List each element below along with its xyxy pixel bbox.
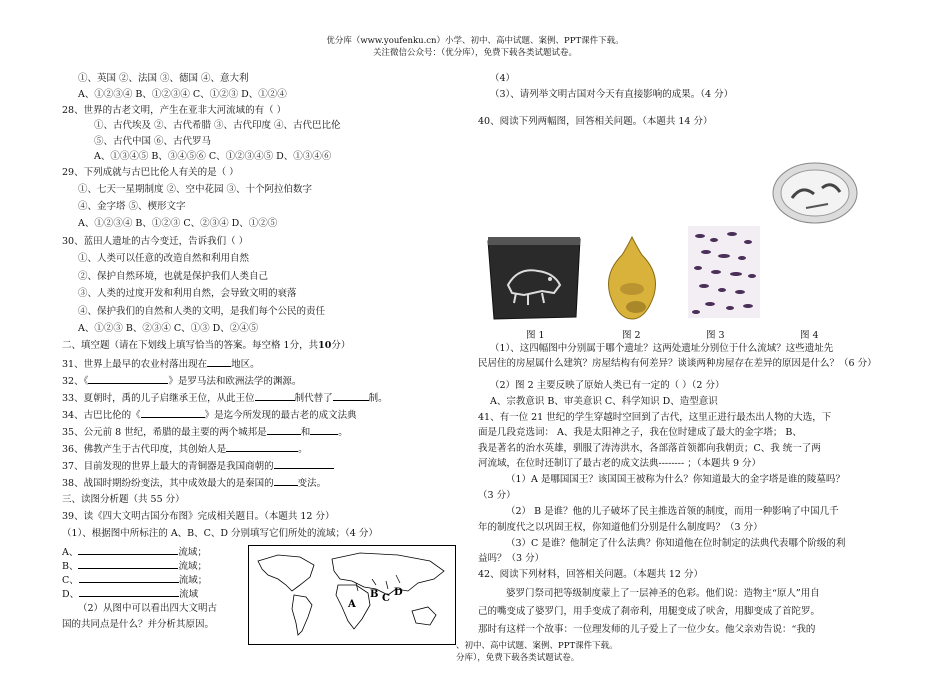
q29-stem: 29、下列成就与古巴比伦人有关的是（ ）	[62, 167, 239, 178]
figure1-caption: 图 1	[526, 330, 545, 341]
q29-options-2: ④、金字塔 ⑤、楔形文字	[78, 201, 186, 212]
q40-part2: （2）图 2 主要反映了原始人类已有一定的（ ）（2 分）	[490, 380, 725, 391]
q41-part1-line1: （1）A 是哪国国王？该国国王被称为什么？你知道最大的金字塔是谁的陵墓吗？	[506, 474, 845, 485]
q33: 33、夏朝时，禹的儿子启继承王位，从此王位 制代替了 制。	[62, 393, 388, 404]
q38-blank[interactable]	[274, 476, 298, 486]
q39-answer-c: C、 流域；	[62, 575, 208, 586]
q30-stem: 30、蓝田人遗址的古今变迁，告诉我们（ ）	[62, 236, 249, 247]
q39-answer-d: D、 流域	[62, 589, 199, 600]
q35: 35、公元前 8 世纪，希腊的最主要的两个城邦是 和 。	[62, 427, 348, 438]
q32: 32、《 》是罗马法和欧洲法学的渊源。	[62, 376, 302, 387]
q39-part1: （1）、根据图中所标注的 A、B、C、D 分别填写它们所处的流域；（4 分）	[62, 528, 378, 539]
figure2-gourd-vessel	[596, 233, 668, 323]
q31-blank[interactable]	[207, 357, 231, 367]
map-label-b: B	[370, 589, 379, 600]
q34-blank[interactable]	[141, 408, 205, 418]
q39-answer-b: B、 流域；	[62, 561, 207, 572]
q34: 34、古巴比伦的《 》是迄今所发现的最古老的成文法典	[62, 410, 357, 421]
q41-part3-line2: 益吗？（3 分）	[478, 553, 545, 564]
q27-options: ①、英国 ②、法国 ③、德国 ④、意大利	[78, 73, 249, 84]
q37: 37、目前发现的世界上最大的青铜器是我国商朝的	[62, 459, 334, 473]
q30-choices: A、①②③ B、②③④ C、①③ D、②④⑤	[78, 323, 259, 334]
q42-material-line1: 婆罗门祭司把等级制度蒙上了一层神圣的色彩。他们说：造物主“原人”用自	[506, 588, 820, 599]
pottery-bowl-image	[770, 158, 860, 228]
q41-part3-line1: （3）C 是谁？他制定了什么法典？你知道他在位时制定的法典代表哪个阶级的利	[506, 538, 846, 549]
q41-line2: 面是几段竞选词： A、我是太阳神之子，我在位时建成了最大的金字塔； B、	[478, 427, 802, 438]
q33-blank-2[interactable]	[333, 391, 369, 401]
q39-part2-line2: 国的共同点是什么？并分析其原因。	[62, 619, 215, 630]
q31: 31、世界上最早的农业村落出现在 地区。	[62, 359, 260, 370]
q39-part2-line1: （2）从图中可以看出四大文明古	[78, 603, 218, 614]
q40-part1-line2: 民居住的房屋属什么建筑？房屋结构有何差异？谈谈两种房屋存在差异的原因是什么？（6 分）	[478, 358, 877, 369]
figure4-caption: 图 4	[800, 330, 819, 341]
q41-part2-line1: （2） B 是谁？他的儿子破坏了民主推选首领的制度，而用一种影响了中国几千	[506, 506, 839, 517]
q39-blank-c[interactable]	[79, 573, 179, 583]
q30-option-2: ②、保护自然环境，也就是保护我们人类自己	[78, 271, 269, 282]
q40-part1-line1: （1）、这四幅图中分别属于哪个遗址？这两处遗址分别位于什么流域？这些遗址先	[490, 343, 834, 354]
q29-options-1: ①、七天一星期制度 ②、空中花园 ③、十个阿拉伯数字	[78, 184, 313, 195]
q32-blank[interactable]	[88, 374, 168, 384]
q41-line4: 河流域，在位时还制订了最古老的成文法典-------- ；（本题共 9 分）	[478, 458, 762, 469]
figure3-caption: 图 3	[706, 330, 725, 341]
page-header-line1: 优分库（www.youfenku.cn）小学、初中、高中试题、案例、PPT课件下载。	[326, 36, 624, 46]
q41-part1-line2: （3 分）	[478, 490, 516, 501]
map-label-c: C	[382, 593, 390, 604]
q28-choices: A、①③④⑤ B、③④⑤⑥ C、①②③④⑤ D、①③④⑥	[94, 151, 332, 162]
q28-options-2: ⑤、古代中国 ⑥、古代罗马	[94, 136, 212, 147]
q39-part3: （3）、请列举文明古国对今天有直接影响的成果。（4 分）	[490, 89, 734, 100]
section-fill-blank-title: 二、填空题（请在下划线上填写恰当的答案。每空格 1分，共10分）	[62, 340, 351, 351]
q35-blank-1[interactable]	[267, 425, 301, 435]
q39-blank-b[interactable]	[78, 559, 178, 569]
q33-blank-1[interactable]	[255, 391, 295, 401]
q39-blank-a[interactable]	[78, 545, 178, 555]
q36-blank[interactable]	[226, 442, 298, 452]
figure2-caption: 图 2	[622, 330, 641, 341]
q30-option-4: ④、保护我们的自然和人类的文明，是我们每个公民的责任	[78, 306, 326, 317]
q41-part2-line2: 年的制度代之以巩固王权，你知道他们分别是什么制度吗？（3 分）	[478, 522, 763, 533]
q38: 38、战国时期纷纷变法，其中成效最大的是秦国的 变法。	[62, 478, 327, 489]
q41-line1: 41、有一位 21 世纪的学生穿越时空回到了古代，这里正进行最杰出人物的大选，下	[478, 412, 832, 423]
q39-part4-label: （4）	[490, 73, 516, 84]
q27-choices: A、①②③④ B、①②③④ C、①②③ D、①②④	[78, 89, 287, 100]
page-footer-line1: 、初中、高中试题、案例、PPT课件下载。	[456, 641, 618, 651]
figure1-pig-pottery	[484, 233, 584, 323]
world-map-figure	[248, 545, 456, 645]
q40-stem: 40、阅读下列两幅图，回答相关问题。（本题共 14 分）	[478, 116, 713, 127]
section-map-title: 三、读图分析题（共 55 分）	[62, 494, 185, 505]
page-footer-line2: 分库），免费下载各类试题试卷。	[456, 653, 580, 663]
page-header-line2: 关注微信公众号：（优分库），免费下载各类试题试卷。	[372, 48, 577, 58]
q39-stem: 39、读《四大文明古国分布图》完成相关题目。（本题共 12 分）	[62, 511, 335, 522]
q41-line3: 我是著名的治水英雄，驯服了涛涛洪水，各部落首领都向我朝贡；C、我 统一了两	[478, 443, 821, 454]
q37-blank[interactable]	[274, 459, 334, 469]
q30-option-1: ①、人类可以任意的改造自然和利用自然	[78, 253, 250, 264]
q42-material-line3: 那时有这样一个故事：一位理发师的儿子爱上了一位少女。他父亲劝告说：“我的	[478, 624, 816, 635]
q30-option-3: ③、人类的过度开发和利用自然，会导致文明的衰落	[78, 288, 297, 299]
q28-stem: 28、世界的古老文明，产生在亚非大河流域的有（ ）	[62, 105, 287, 116]
q29-choices: A、①②③④ B、①②③ C、②③④ D、①②⑤	[78, 218, 278, 229]
map-label-d: D	[394, 587, 403, 598]
q36: 36、佛教产生于古代印度，其创始人是 。	[62, 444, 308, 455]
q35-blank-2[interactable]	[310, 425, 338, 435]
q42-stem: 42、阅读下列材料，回答相关问题。（本题共 12 分）	[478, 569, 703, 580]
map-label-a: A	[348, 599, 356, 610]
figure3-carbonized-rice	[688, 226, 760, 318]
q40-part2-choices: A、宗教意识 B、审美意识 C、科学知识 D、造型意识	[490, 396, 718, 407]
q42-material-line2: 己的嘴变成了婆罗门，用手变成了刹帝利，用腿变成了吠舍，用脚变成了首陀罗。	[478, 606, 821, 617]
q28-options-1: ①、古代埃及 ②、古代希腊 ③、古代印度 ④、古代巴比伦	[94, 120, 341, 131]
q39-blank-d[interactable]	[79, 587, 179, 597]
q39-answer-a: A、 流域；	[62, 547, 207, 558]
